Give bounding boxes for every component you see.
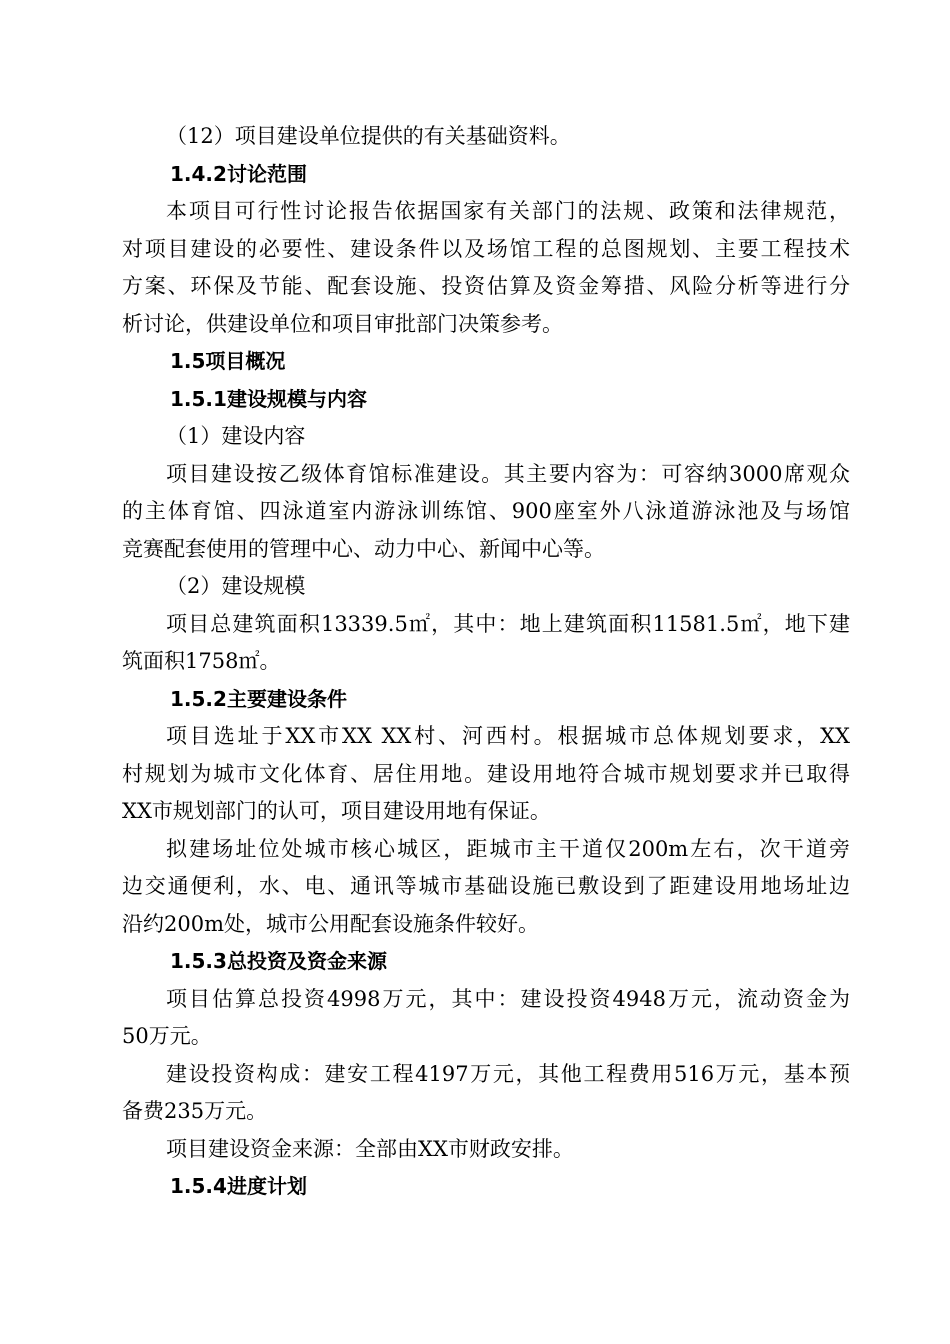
paragraph-site-line-2: 村规划为城市文化体育、居住用地。建设用地符合城市规划要求并已取得 [122, 761, 850, 786]
paragraph-scope-line-2: 对项目建设的必要性、建设条件以及场馆工程的总图规划、主要工程技术 [122, 236, 850, 261]
paragraph-funding-source: 项目建设资金来源：全部由XX市财政安排。 [166, 1136, 574, 1161]
paragraph-content-line-1: 项目建设按乙级体育馆标准建设。其主要内容为：可容纳3000席观众 [166, 461, 850, 486]
paragraph-location-line-3: 沿约200m处，城市公用配套设施条件较好。 [122, 911, 539, 936]
list-item-basic-materials: （12）项目建设单位提供的有关基础资料。 [166, 124, 571, 148]
paragraph-composition-line-2: 备费235万元。 [122, 1099, 268, 1123]
section-heading-1-5-1: 1.5.1建设规模与内容 [170, 386, 367, 411]
section-heading-1-5-4: 1.5.4进度计划 [170, 1174, 307, 1198]
paragraph-scale-line-1: 项目总建筑面积13339.5㎡，其中：地上建筑面积11581.5㎡，地下建 [166, 611, 850, 636]
subheading-construction-content: （1）建设内容 [166, 424, 306, 448]
paragraph-site-line-1: 项目选址于XX市XX XX村、河西村。根据城市总体规划要求，XX [166, 724, 850, 748]
paragraph-scope-line-3: 方案、环保及节能、配套设施、投资估算及资金筹措、风险分析等进行分 [122, 274, 850, 298]
paragraph-location-line-2: 边交通便利，水、电、通讯等城市基础设施已敷设到了距建设用地场址边 [122, 874, 850, 898]
section-heading-1-4-2: 1.4.2讨论范围 [170, 161, 307, 186]
paragraph-content-line-2: 的主体育馆、四泳道室内游泳训练馆、900座室外八泳道游泳池及与场馆 [122, 499, 850, 523]
document-page [122, 118, 850, 1206]
section-heading-1-5-2: 1.5.2主要建设条件 [170, 686, 347, 711]
paragraph-site-line-3: XX市规划部门的认可，项目建设用地有保证。 [122, 799, 551, 823]
paragraph-investment-line-2: 50万元。 [122, 1024, 212, 1048]
paragraph-scale-line-2: 筑面积1758㎡。 [122, 649, 281, 673]
paragraph-location-line-1: 拟建场址位处城市核心城区，距城市主干道仅200m左右，次干道旁 [166, 836, 850, 861]
subheading-construction-scale: （2）建设规模 [166, 574, 306, 598]
paragraph-composition-line-1: 建设投资构成：建安工程4197万元，其他工程费用516万元，基本预 [166, 1061, 850, 1086]
section-heading-1-5: 1.5项目概况 [170, 349, 286, 373]
paragraph-scope-line-4: 析讨论，供建设单位和项目审批部门决策参考。 [122, 311, 563, 336]
section-heading-1-5-3: 1.5.3总投资及资金来源 [170, 949, 387, 973]
paragraph-investment-line-1: 项目估算总投资4998万元，其中：建设投资4948万元，流动资金为 [166, 986, 850, 1011]
paragraph-scope-line-1: 本项目可行性讨论报告依据国家有关部门的法规、政策和法律规范， [166, 199, 850, 223]
paragraph-content-line-3: 竞赛配套使用的管理中心、动力中心、新闻中心等。 [122, 536, 605, 561]
